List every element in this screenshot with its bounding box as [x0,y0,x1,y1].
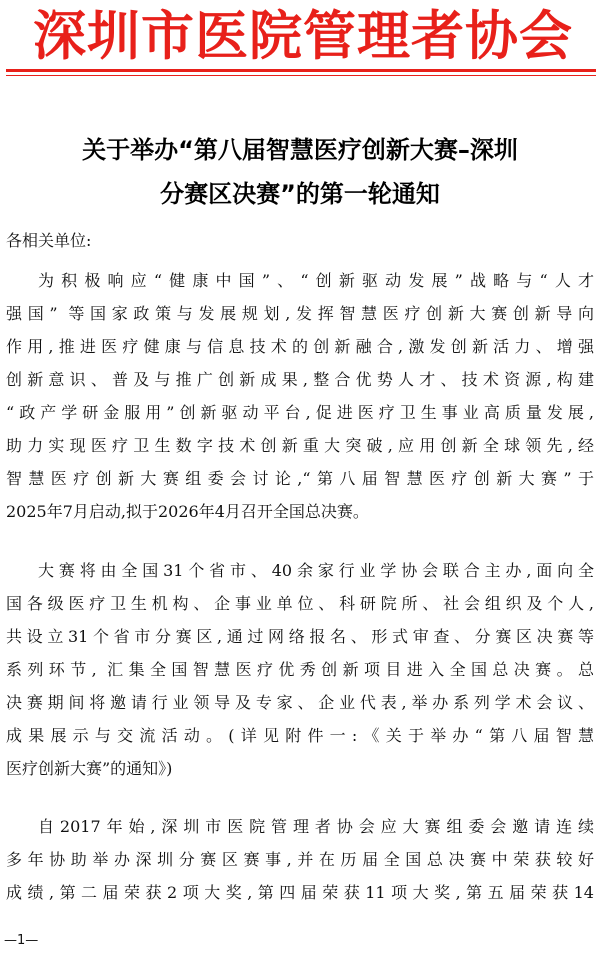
paragraph-line: 创新意识、普及与推广创新成果,整合优势人才、技术资源,构建 [6,370,594,389]
paragraph-line: 系列环节, 汇集全国智慧医疗优秀创新项目进入全国总决赛。总 [6,660,594,679]
paragraph-line: 自2017年始,深圳市医院管理者协会应大赛组委会邀请连续 [38,817,594,836]
document-title [0,128,600,216]
header-rule-thin [6,75,596,76]
paragraph-line: 为积极响应“健康中国”、“创新驱动发展”战略与“人才 [38,271,594,290]
paragraph-line: 成果展示与交流活动。(详见附件一:《关于举办“第八届智慧 [6,726,594,745]
paragraph-intro [6,264,594,528]
paragraph-line: 共设立31个省市分赛区,通过网络报名、形式审查、分赛区决赛等 [6,627,594,646]
paragraph-line: 大赛将由全国31个省市、40余家行业学协会联合主办,面向全 [38,561,594,580]
title-line: 关于举办“第八届智慧医疗创新大赛–深圳 [82,136,518,164]
paragraph-competition [6,554,594,785]
paragraph-history [6,810,594,909]
salutation: 各相关单位: [6,231,92,250]
paragraph-line: 医疗创新大赛”的通知》) [6,759,173,778]
paragraph-line: 成绩,第二届荣获2项大奖,第四届荣获11项大奖,第五届荣获14 [6,883,594,902]
paragraph-line: “政产学研金服用”创新驱动平台,促进医疗卫生事业高质量发展, [6,403,594,422]
paragraph-line: 决赛期间将邀请行业领导及专家、企业代表,举办系列学术会议、 [6,693,594,712]
paragraph-line: 国各级医疗卫生机构、企事业单位、科研院所、社会组织及个人, [6,594,594,613]
paragraph-line: 助力实现医疗卫生数字技术创新重大突破,应用创新全球领先,经 [6,436,594,455]
paragraph-line: 作用,推进医疗健康与信息技术的创新融合,激发创新活力、增强 [6,337,594,356]
page-number: —1— [4,933,39,948]
org-masthead: 深圳市医院管理者协会 [33,5,573,67]
paragraph-line: 智慧医疗创新大赛组委会讨论,“第八届智慧医疗创新大赛”于 [6,469,594,488]
paragraph-line: 强国” 等国家政策与发展规划,发挥智慧医疗创新大赛创新导向 [6,304,594,323]
paragraph-line: 2025年7月启动,拟于2026年4月召开全国总决赛。 [6,502,369,521]
paragraph-line: 多年协助举办深圳分赛区赛事,并在历届全国总决赛中荣获较好 [6,850,594,869]
title-line: 分赛区决赛”的第一轮通知 [160,180,440,208]
header-rule-thick [6,69,596,72]
